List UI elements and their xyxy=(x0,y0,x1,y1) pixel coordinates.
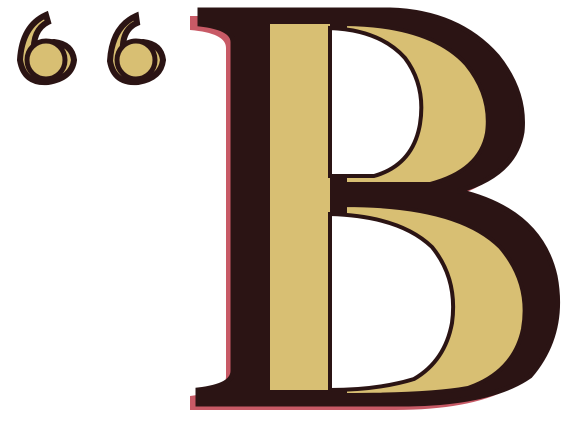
quote-left-drop xyxy=(20,15,74,82)
opening-quote-mark xyxy=(20,15,163,82)
quote-right-drop xyxy=(110,16,163,82)
letter-b xyxy=(198,10,558,404)
